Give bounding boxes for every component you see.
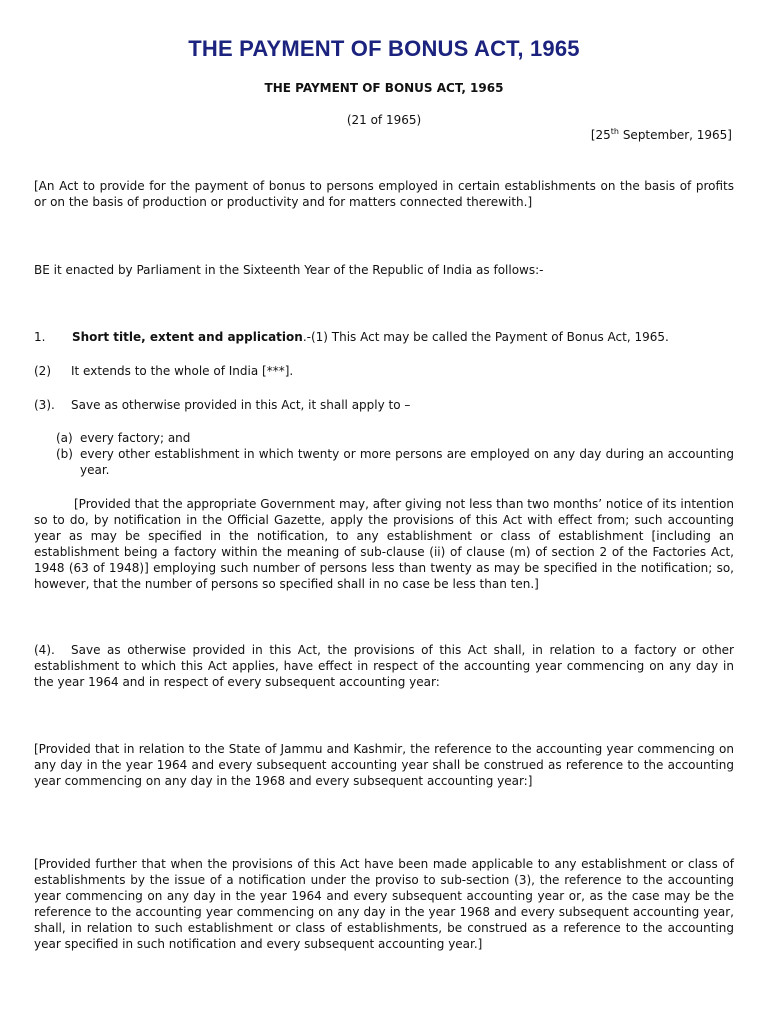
subsection-4-number: (4). (34, 643, 55, 657)
preamble: [An Act to provide for the payment of bonus to persons employed in certain establishments on the basis of profits or on the basis of production or productivity and for matters connected therewith.] (34, 179, 734, 209)
act-date-rest: September, 1965] (619, 128, 732, 142)
clause-a-text: every factory; and (80, 431, 191, 445)
act-date-suffix: th (610, 127, 619, 136)
section-1-text: .-(1) This Act may be called the Payment of Bonus Act, 1965. (302, 330, 669, 344)
clause-b-text: every other establishment in which twenty or more persons are employed on any day during an accounting year. (80, 447, 734, 477)
section-1-heading: Short title, extent and application (72, 330, 303, 344)
subsection-4 (34, 642, 734, 690)
document-heading: THE PAYMENT OF BONUS ACT, 1965 (188, 36, 580, 61)
clause-a (56, 430, 734, 446)
act-date-open: [25 (590, 128, 611, 142)
act-date (591, 127, 732, 142)
proviso-1: [Provided that the appropriate Government may, after giving not less than two months’ notice of its intention so to do, by notification in the Official Gazette, apply the provisions of this Act with effect from; such accounting year as may be specified in the notification, to any establishment or class of establishment [including an establishment being a factory within the meaning of sub-clause (ii) of clause (m) of section 2 of the Factories Act, 1948 (63 of 1948)] employing such number of persons less than twenty as may be specified in the notification; so, however, that the number of persons so specified shall in no case be less than ten.] (34, 497, 734, 591)
clause-a-label: (a) (56, 431, 73, 445)
subsection-3 (34, 397, 734, 413)
section-1-number: 1. (34, 330, 46, 344)
clause-b-label: (b) (56, 447, 73, 461)
act-title: THE PAYMENT OF BONUS ACT, 1965 (264, 81, 504, 95)
subsection-2-number: (2) (34, 364, 51, 378)
subsection-3-text: Save as otherwise provided in this Act, it shall apply to – (71, 398, 411, 412)
subsection-2-text: It extends to the whole of India [***]. (71, 364, 294, 378)
enactment-clause: BE it enacted by Parliament in the Sixteenth Year of the Republic of India as follows:- (34, 263, 544, 277)
subsection-3-number: (3). (34, 398, 55, 412)
subsection-2 (34, 363, 734, 379)
proviso-2: [Provided that in relation to the State of Jammu and Kashmir, the reference to the accounting year commencing on any day in the year 1964 and every subsequent accounting year shall be construed as reference to the accounting year commencing on any day in the 1968 and every subsequent accounting year:] (34, 742, 734, 788)
act-number: (21 of 1965) (346, 113, 422, 127)
subsection-4-text: Save as otherwise provided in this Act, the provisions of this Act shall, in relation to a factory or other establishment to which this Act applies, have effect in respect of the accounting year commencing on any day in the year 1964 and in respect of every subsequent accounting year: (34, 643, 734, 689)
section-1 (34, 329, 734, 345)
proviso-3: [Provided further that when the provisions of this Act have been made applicable to any establishment or class of establishments by the issue of a notification under the proviso to sub-section (3), the reference to the accounting year commencing on any day in the year 1964 and every subsequent accounting year or, as the case may be the reference to the accounting year commencing on any day in the year 1968 and every subsequent accounting year, shall, in relation to such establishment or class of establishments, be construed as a reference to the accounting year specified in such notification and every subsequent accounting year.] (34, 857, 734, 951)
clause-b (56, 446, 734, 478)
